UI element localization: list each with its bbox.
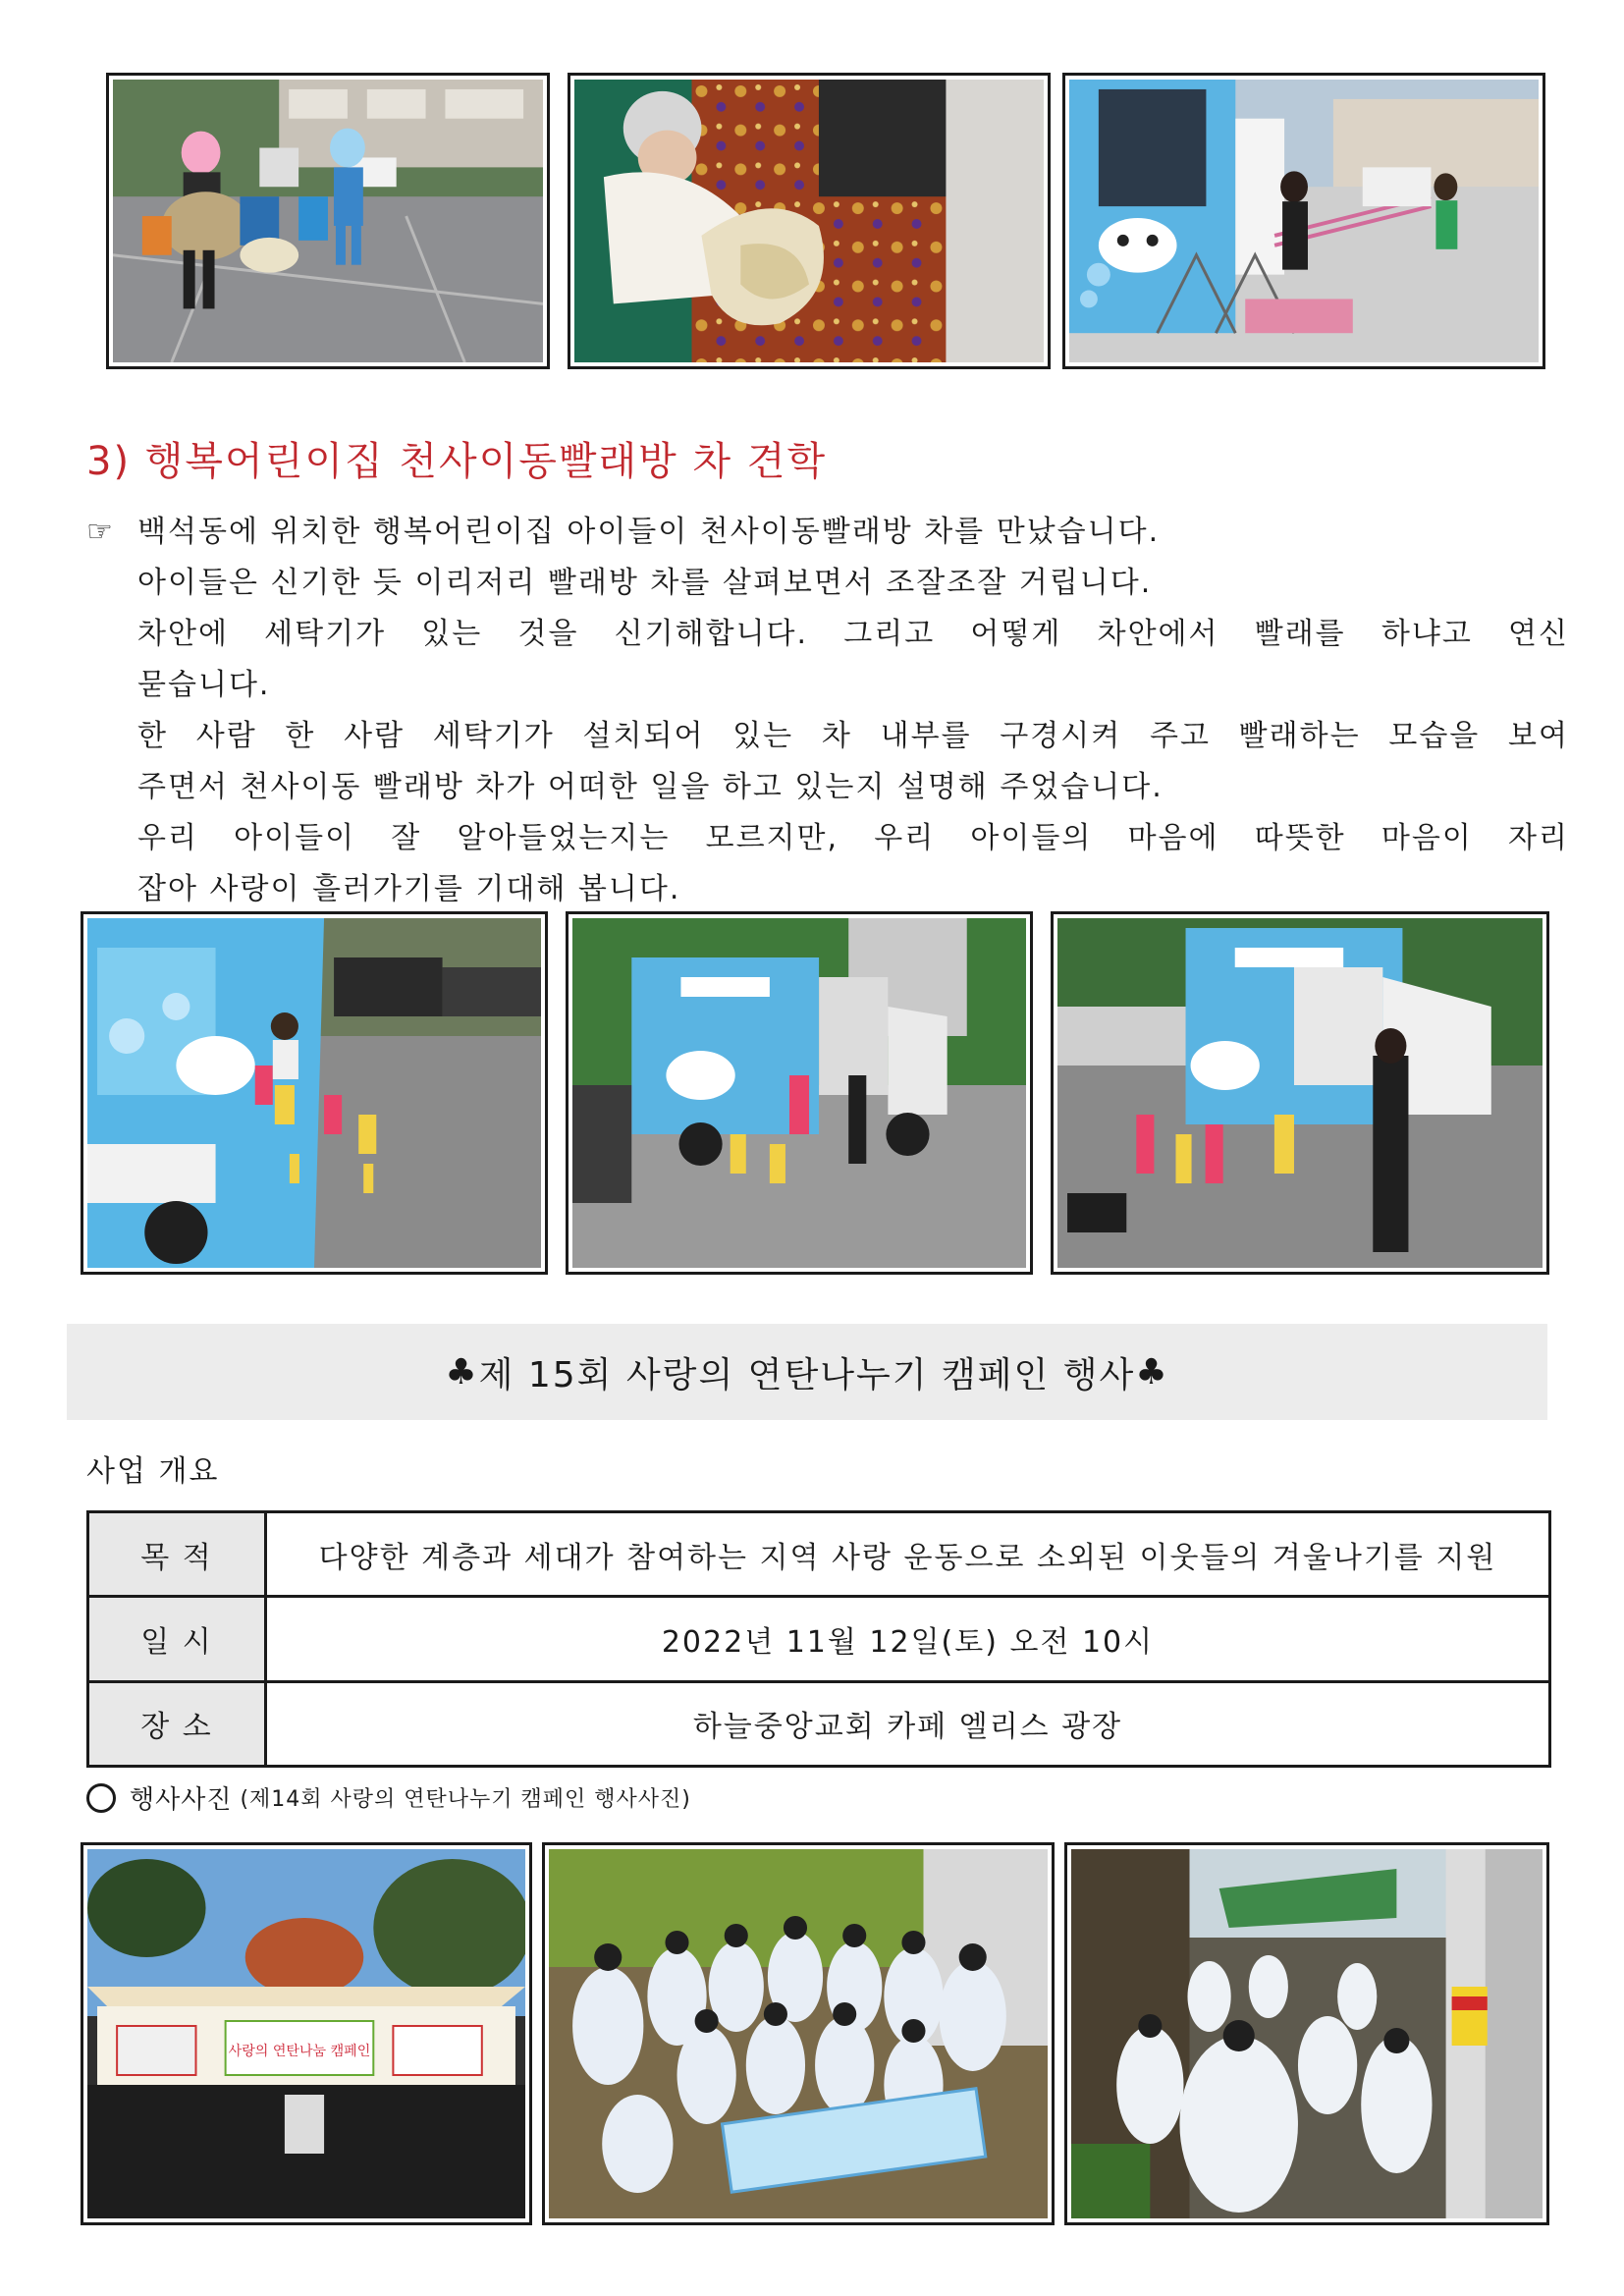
section-heading: 3) 행복어린이집 천사이동빨래방 차 견학 bbox=[86, 439, 828, 484]
body-line: 백석동에 위치한 행복어린이집 아이들이 천사이동빨래방 차를 만났습니다. bbox=[137, 515, 1161, 549]
photos-caption bbox=[86, 1779, 691, 1816]
circle-bullet-icon bbox=[86, 1783, 116, 1813]
body-line: 묻습니다. bbox=[137, 668, 271, 702]
pointing-hand-icon: ☞ bbox=[86, 515, 115, 549]
table-row bbox=[88, 1681, 1550, 1766]
photo-kids-boarding-truck bbox=[81, 911, 548, 1275]
photo-laundry-truck-drying-rack bbox=[1062, 73, 1545, 369]
body-line: 아이들은 신기한 듯 이리저리 빨래방 차를 살펴보면서 조잘조잘 거립니다. bbox=[137, 566, 1153, 600]
body-line: 한 사람 한 사람 세탁기가 설치되어 있는 차 내부를 구경시켜 주고 빨래하는 모습을 보여 bbox=[137, 719, 1569, 753]
table-row bbox=[88, 1512, 1550, 1597]
photos-sublabel: (제14회 사랑의 연탄나누기 캠페인 행사사진) bbox=[240, 1787, 691, 1812]
table-key-cell: 목 적 bbox=[88, 1512, 266, 1597]
campaign-banner bbox=[67, 1324, 1547, 1420]
photo-laundry-truck-parked bbox=[566, 911, 1033, 1275]
photo-kids-at-truck-door bbox=[1051, 911, 1549, 1275]
section-body bbox=[86, 507, 1569, 915]
table-value-cell: 하늘중앙교회 카페 엘리스 광장 bbox=[266, 1681, 1550, 1766]
body-line: 잡아 사랑이 흘러가기를 기대해 봅니다. bbox=[137, 872, 681, 906]
body-line: 주면서 천사이동 빨래방 차가 어떠한 일을 하고 있는지 설명해 주었습니다. bbox=[137, 770, 1164, 804]
overview-label: 사업 개요 bbox=[86, 1454, 220, 1489]
campaign-title: 제 15회 사랑의 연탄나누기 캠페인 행사 bbox=[478, 1354, 1136, 1395]
photo-volunteers-group bbox=[542, 1842, 1055, 2225]
table-value-cell: 다양한 계층과 세대가 참여하는 지역 사랑 운동으로 소외된 이웃들의 겨울나기를 지원 bbox=[266, 1512, 1550, 1597]
overview-table bbox=[86, 1510, 1551, 1768]
club-suit-icon: ♣ bbox=[445, 1351, 479, 1393]
banner-signboard-text: 사랑의 연탄나눔 캠페인 bbox=[228, 2044, 371, 2059]
table-row bbox=[88, 1597, 1550, 1681]
body-line: 차안에 세탁기가 있는 것을 신기해합니다. 그리고 어떻게 차안에서 빨래를 하냐고 연신 bbox=[137, 617, 1569, 651]
table-value-cell: 2022년 11월 12일(토) 오전 10시 bbox=[266, 1597, 1550, 1681]
photo-campaign-tent bbox=[81, 1842, 532, 2225]
photos-label: 행사사진 bbox=[130, 1785, 233, 1815]
photo-laundry-delivery bbox=[106, 73, 550, 369]
table-key-cell: 장 소 bbox=[88, 1681, 266, 1766]
body-line: 우리 아이들이 잘 알아들었는지는 모르지만, 우리 아이들의 마음에 따뜻한 마음이 자리 bbox=[137, 821, 1569, 855]
club-suit-icon: ♣ bbox=[1135, 1351, 1169, 1393]
photo-elderly-laundry bbox=[568, 73, 1051, 369]
table-key-cell: 일 시 bbox=[88, 1597, 266, 1681]
photo-briquette-delivery-alley bbox=[1064, 1842, 1549, 2225]
